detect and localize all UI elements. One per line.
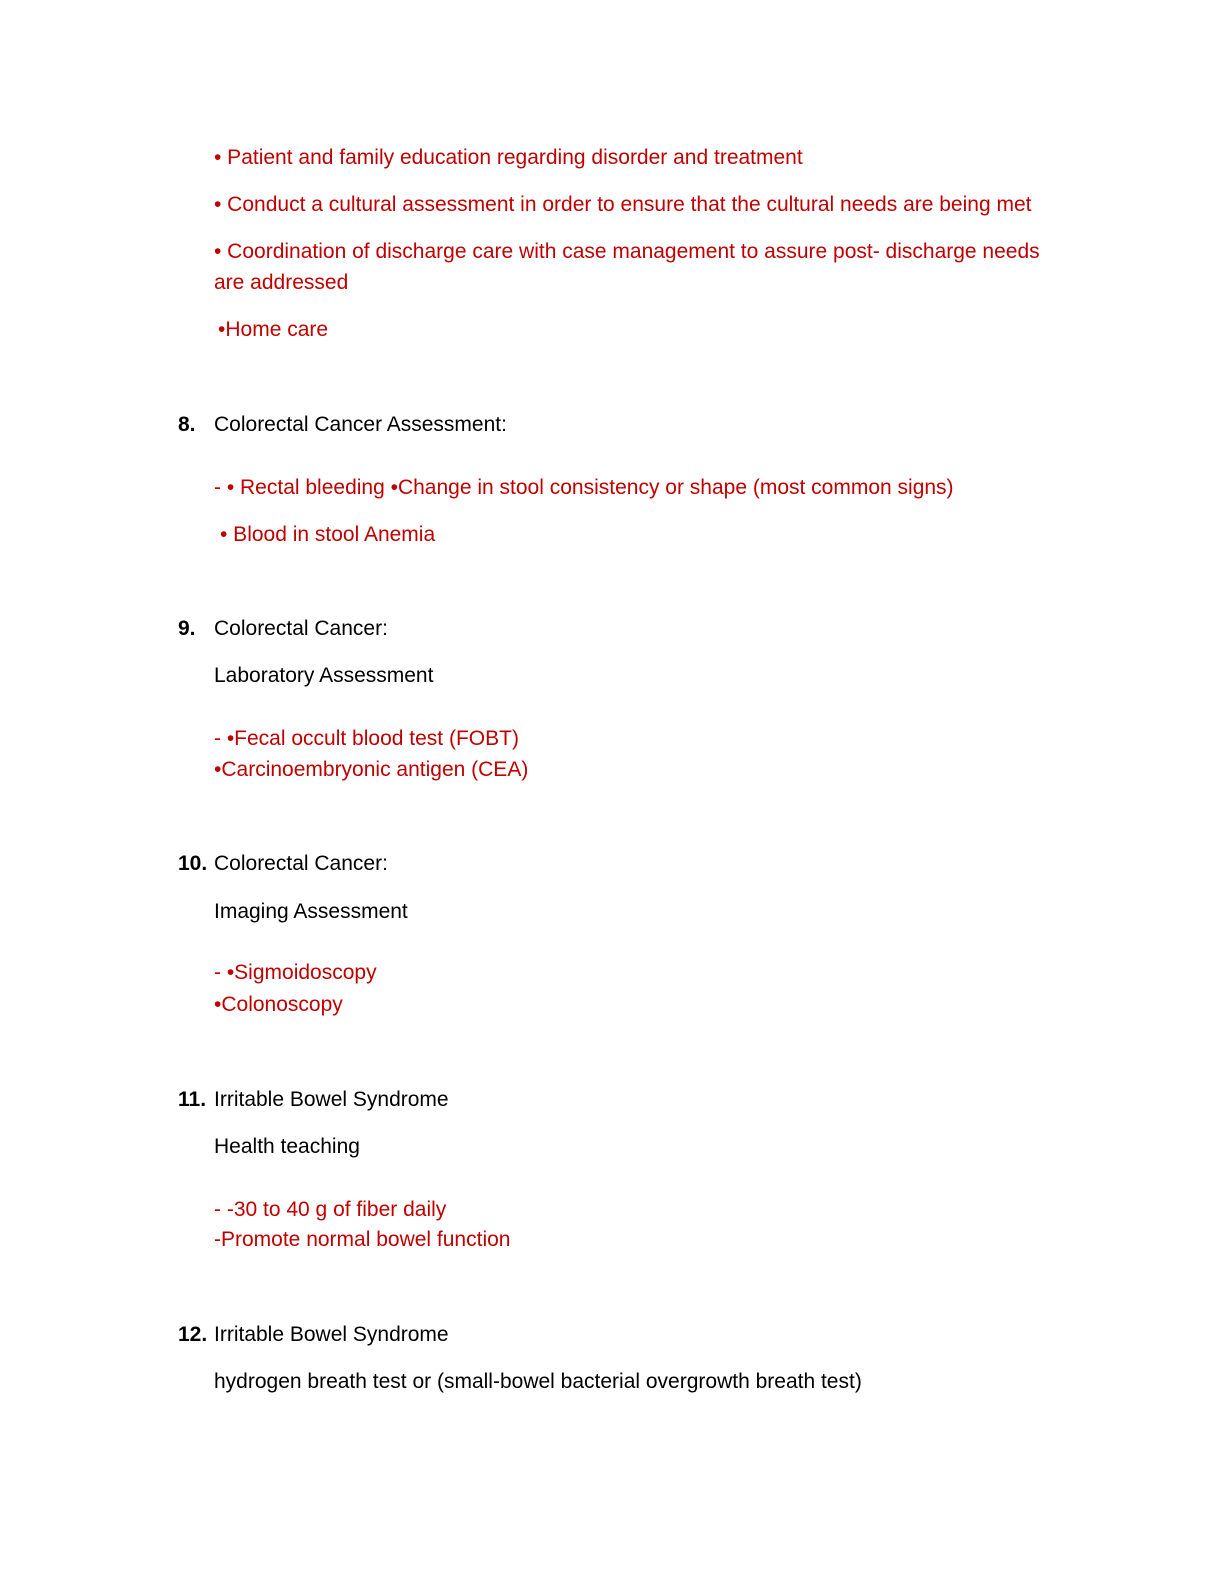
item-subtitle: hydrogen breath test or (small-bowel bacterial overgrowth breath test): [214, 1370, 862, 1393]
item-title: Colorectal Cancer:: [214, 852, 388, 875]
answer-line: - •Fecal occult blood test (FOBT): [214, 727, 519, 750]
answer-line: • Coordination of discharge care with case management to assure post- discharge needs: [214, 240, 1040, 263]
answer-line: •Colonoscopy: [214, 993, 343, 1016]
item-number: 8.: [178, 413, 196, 436]
item-number: 9.: [178, 617, 196, 640]
answer-line: •Carcinoembryonic antigen (CEA): [214, 758, 529, 781]
answer-line: • Patient and family education regarding disorder and treatment: [214, 146, 803, 169]
item-subtitle: Laboratory Assessment: [214, 664, 434, 687]
answer-line: • Conduct a cultural assessment in order to ensure that the cultural needs are being met: [214, 193, 1032, 216]
answer-line: -Promote normal bowel function: [214, 1228, 511, 1251]
answer-line: •Home care: [218, 318, 329, 341]
item-title: Irritable Bowel Syndrome: [214, 1088, 449, 1111]
item-title: Irritable Bowel Syndrome: [214, 1323, 449, 1346]
item-number: 10.: [178, 852, 208, 875]
item-subtitle: Imaging Assessment: [214, 900, 408, 923]
item-title: Colorectal Cancer Assessment:: [214, 413, 507, 436]
item-number: 12.: [178, 1323, 208, 1346]
answer-line: - •Sigmoidoscopy: [214, 961, 377, 984]
answer-line: • Blood in stool Anemia: [220, 523, 436, 546]
answer-line: are addressed: [214, 271, 349, 294]
item-title: Colorectal Cancer:: [214, 617, 388, 640]
item-subtitle: Health teaching: [214, 1135, 360, 1158]
item-number: 11.: [178, 1088, 207, 1111]
answer-line: - • Rectal bleeding •Change in stool consistency or shape (most common signs): [214, 476, 954, 499]
answer-line: - -30 to 40 g of fiber daily: [214, 1198, 447, 1221]
